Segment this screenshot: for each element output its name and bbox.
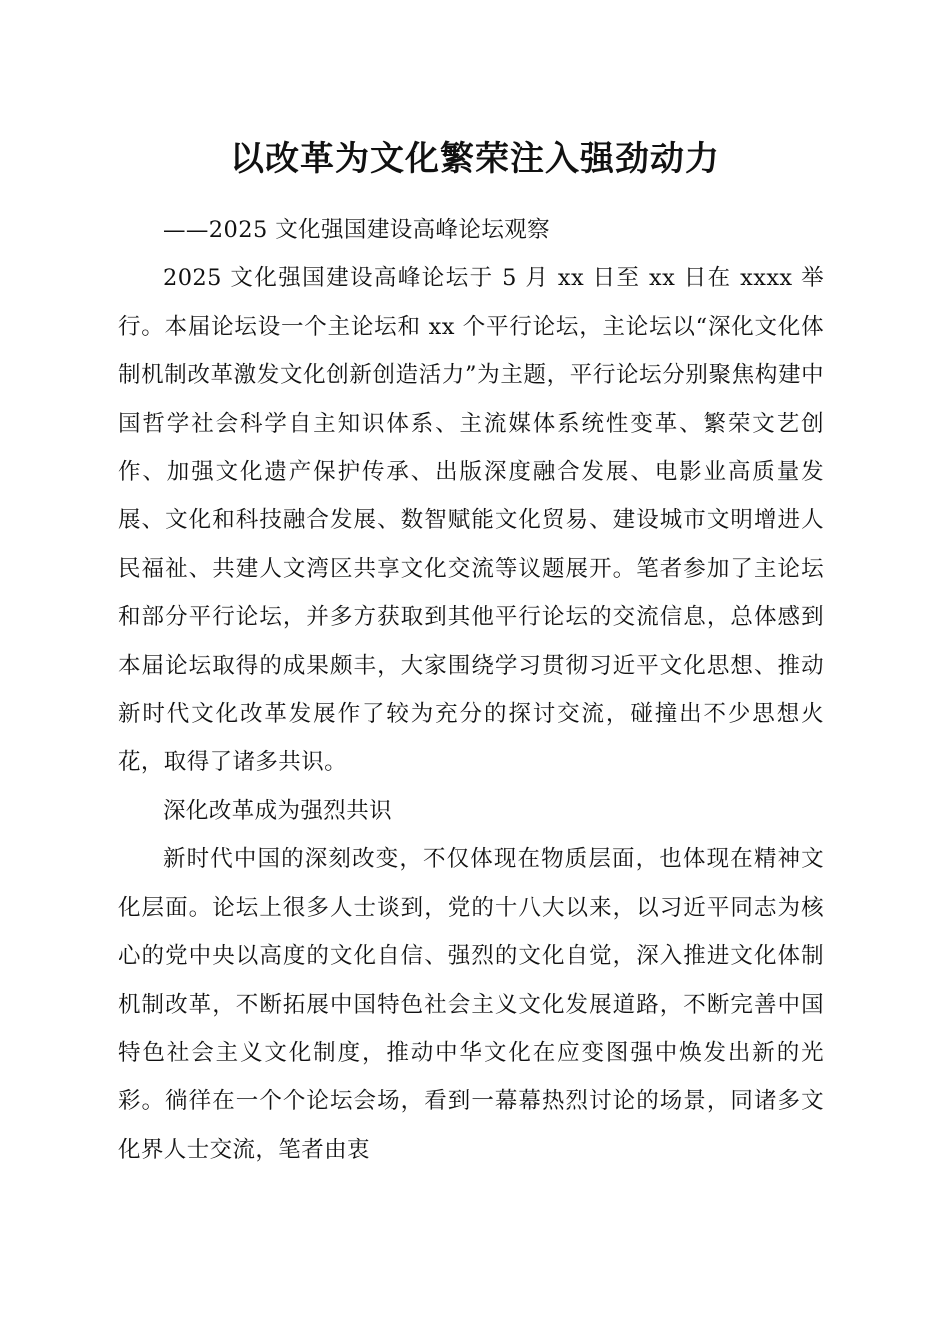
document-title: 以改革为文化繁荣注入强劲动力: [230, 139, 720, 179]
section-heading: 深化改革成为强烈共识: [163, 797, 393, 824]
paragraph-intro: 2025 文化强国建设高峰论坛于 5 月 xx 日至 xx 日在 xxxx 举行。本届论坛设一个主论坛和 xx 个平行论坛，主论坛以“深化文化体制机制改革激发文化创新创造活力”为主题，平行论坛分别聚焦构建中国哲学社会科学自主知识体系、主流媒体系统性变革、繁荣文艺创作、加强文化遗产保护传承、出版深度融合发展、电影业高质量发展、文化和科技融合发展、数智赋能文化贸易、建设城市文明增进人民福祉、共建人文湾区共享文化交流等议题展开。笔者参加了主论坛和部分平行论坛，并多方获取到其他平行论坛的交流信息，总体感到本届论坛取得的成果颇丰，大家围绕学习贯彻习近平文化思想、推动新时代文化改革发展作了较为充分的探讨交流，碰撞出不少思想火花，取得了诸多共识。: [118, 265, 824, 776]
document-body: [118, 206, 824, 1174]
paragraph-section-1: 新时代中国的深刻改变，不仅体现在物质层面，也体现在精神文化层面。论坛上很多人士谈到，党的十八大以来，以习近平同志为核心的党中央以高度的文化自信、强烈的文化自觉，深入推进文化体制机制改革，不断拓展中国特色社会主义文化发展道路，不断完善中国特色社会主义文化制度，推动中华文化在应变图强中焕发出新的光彩。徜徉在一个个论坛会场，看到一幕幕热烈讨论的场景，同诸多文化界人士交流，笔者由衷: [118, 846, 824, 1163]
document-subtitle: ——2025 文化强国建设高峰论坛观察: [163, 217, 551, 243]
